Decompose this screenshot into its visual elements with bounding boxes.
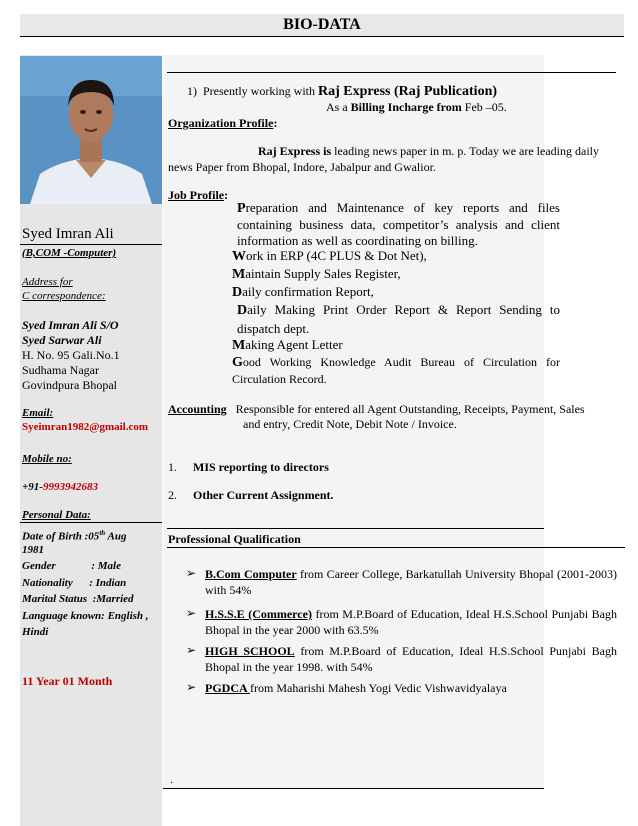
job-cap: M xyxy=(232,267,246,282)
qual-title: B.Com Computer xyxy=(205,567,297,581)
personal-rule xyxy=(20,522,162,523)
mobile-label: Mobile no: xyxy=(22,453,72,465)
job-cap: G xyxy=(232,355,243,370)
org-text-line-2: news Paper from Bhopal, Indore, Jabalpur and Gwalior. xyxy=(168,160,436,174)
qual-text: from M.P.Board of Education, Ideal H.S.School Punjabi Bagh Bhopal in the year 1998. with 54% xyxy=(205,644,617,674)
mobile-number xyxy=(22,480,98,494)
experience-duration: 11 Year 01 Month xyxy=(22,674,113,688)
dob-sup: th xyxy=(99,529,106,537)
qualification-4 xyxy=(205,680,617,696)
bullet-arrow-icon: ➢ xyxy=(186,643,197,657)
accounting-text-1: Responsible for entered all Agent Outstanding, Receipts, Payment, Sales xyxy=(235,402,585,416)
job-cap: D xyxy=(237,303,248,318)
job-cap: D xyxy=(232,285,243,300)
current-text: Presently working with xyxy=(203,84,315,98)
prof-bottom-rule xyxy=(167,547,625,548)
gender: Gender : Male xyxy=(22,560,121,572)
dob-suffix: Aug xyxy=(105,530,127,543)
email-link[interactable]: Syeimran1982@gmail.com xyxy=(22,421,149,433)
job-item-1 xyxy=(237,200,560,249)
role-since: Feb –05. xyxy=(464,100,507,114)
prof-top-rule xyxy=(167,528,544,529)
org-text-line-1 xyxy=(258,143,599,159)
current-num: 1) xyxy=(187,84,197,98)
qual-title: H.S.S.E (Commerce) xyxy=(205,607,312,621)
address-line-3: Govindpura Bhopal xyxy=(22,378,117,392)
mobile-digits: 9993942683 xyxy=(42,481,98,493)
accounting-line-2: and entry, Credit Note, Debit Note / Invoice. xyxy=(243,417,457,431)
candidate-name: Syed Imran Ali xyxy=(22,226,114,242)
email-label: Email: xyxy=(22,407,54,419)
job-item-2 xyxy=(232,248,560,265)
qualification-3 xyxy=(205,643,617,675)
current-company: Raj Express (Raj Publication) xyxy=(318,84,498,99)
qual-text: from Career College, Barkatullah University Bhopal (2001-2003) with 54% xyxy=(205,567,617,597)
job-text: ork in ERP (4C PLUS & Dot Net), xyxy=(246,248,427,263)
current-role xyxy=(326,100,507,115)
page-title: BIO-DATA xyxy=(20,14,624,37)
dob xyxy=(22,526,126,544)
job-cap: W xyxy=(232,249,246,264)
languages-2: Hindi xyxy=(22,626,49,638)
qualification-1 xyxy=(205,566,617,598)
personal-data-label: Personal Data: xyxy=(22,509,91,521)
extra-num: 1. xyxy=(168,460,177,474)
job-text: ood Working Knowledge Audit Bureau of Circulation for Circulation Record. xyxy=(232,355,560,386)
so-line-1: Syed Imran Ali S/O xyxy=(22,318,119,332)
org-label: Organization Profile xyxy=(168,116,274,130)
extra-num: 2. xyxy=(168,488,177,502)
address-label-2: C correspondence: xyxy=(22,290,106,302)
extra-item-2 xyxy=(168,488,334,503)
mobile-prefix: +91- xyxy=(22,481,43,493)
extra-item-1 xyxy=(168,460,329,475)
extra-text: MIS reporting to directors xyxy=(193,460,329,474)
job-text: aking Agent Letter xyxy=(245,337,343,352)
so-line-2: Syed Sarwar Ali xyxy=(22,333,102,347)
extra-text: Other Current Assignment. xyxy=(193,488,334,502)
dob-prefix: Date of Birth :05 xyxy=(22,530,100,543)
degree: (B,COM -Computer) xyxy=(22,247,117,259)
bullet-arrow-icon: ➢ xyxy=(186,606,197,620)
top-rule xyxy=(167,72,616,73)
qual-title: PGDCA xyxy=(205,681,250,695)
name-rule xyxy=(20,244,162,245)
job-item-5 xyxy=(237,301,560,338)
profile-photo xyxy=(20,56,162,204)
job-item-4 xyxy=(232,284,560,301)
footer-dot: . xyxy=(170,772,173,786)
current-position xyxy=(187,84,497,100)
accounting-line-1 xyxy=(168,402,585,417)
job-item-3 xyxy=(232,266,560,283)
role-title: Billing Incharge from xyxy=(350,100,462,114)
nationality: Nationality : Indian xyxy=(22,577,127,589)
job-text: reparation and Maintenance of key reports and files containing business data, competitor’s analysis and client information as well as coordinating on billing. xyxy=(237,200,560,248)
job-item-6 xyxy=(232,337,560,354)
address-line-1: H. No. 95 Gali.No.1 xyxy=(22,348,120,362)
qual-text: from Maharishi Mahesh Yogi Vedic Vishwavidyalaya xyxy=(250,681,507,695)
job-profile-heading: Job Profile: xyxy=(168,188,229,202)
org-text-1: leading news paper in m. p. Today we are leading daily xyxy=(334,144,599,158)
bullet-arrow-icon: ➢ xyxy=(186,566,197,580)
marital-status: Marital Status :Married xyxy=(22,593,134,605)
job-text: aily Making Print Order Report & Report Sending to dispatch dept. xyxy=(237,302,560,336)
job-cap: M xyxy=(232,338,246,353)
qual-text: from M.P.Board of Education, Ideal H.S.School Punjabi Bagh Bhopal in the year 2000 with 63.5% xyxy=(205,607,617,637)
qualification-2 xyxy=(205,606,617,638)
job-item-7 xyxy=(232,354,560,388)
job-text: aintain Supply Sales Register, xyxy=(245,266,401,281)
address-label-1: Address for xyxy=(22,276,73,288)
prof-qualification-heading: Professional Qualification xyxy=(168,532,301,546)
qual-title: HIGH SCHOOL xyxy=(205,644,295,658)
job-cap: P xyxy=(237,201,246,216)
job-text: aily confirmation Report, xyxy=(242,284,374,299)
address-line-2: Sudhama Nagar xyxy=(22,363,99,377)
languages: Language known: English , xyxy=(22,610,149,622)
org-bold: Raj Express is xyxy=(258,144,332,158)
role-prefix: As a xyxy=(326,100,348,114)
bullet-arrow-icon: ➢ xyxy=(186,680,197,694)
dob-year: 1981 xyxy=(22,544,44,556)
accounting-label: Accounting xyxy=(168,402,227,416)
job-label: Job Profile xyxy=(168,188,225,202)
org-profile-heading: Organization Profile: xyxy=(168,116,278,130)
bottom-rule xyxy=(163,788,544,789)
